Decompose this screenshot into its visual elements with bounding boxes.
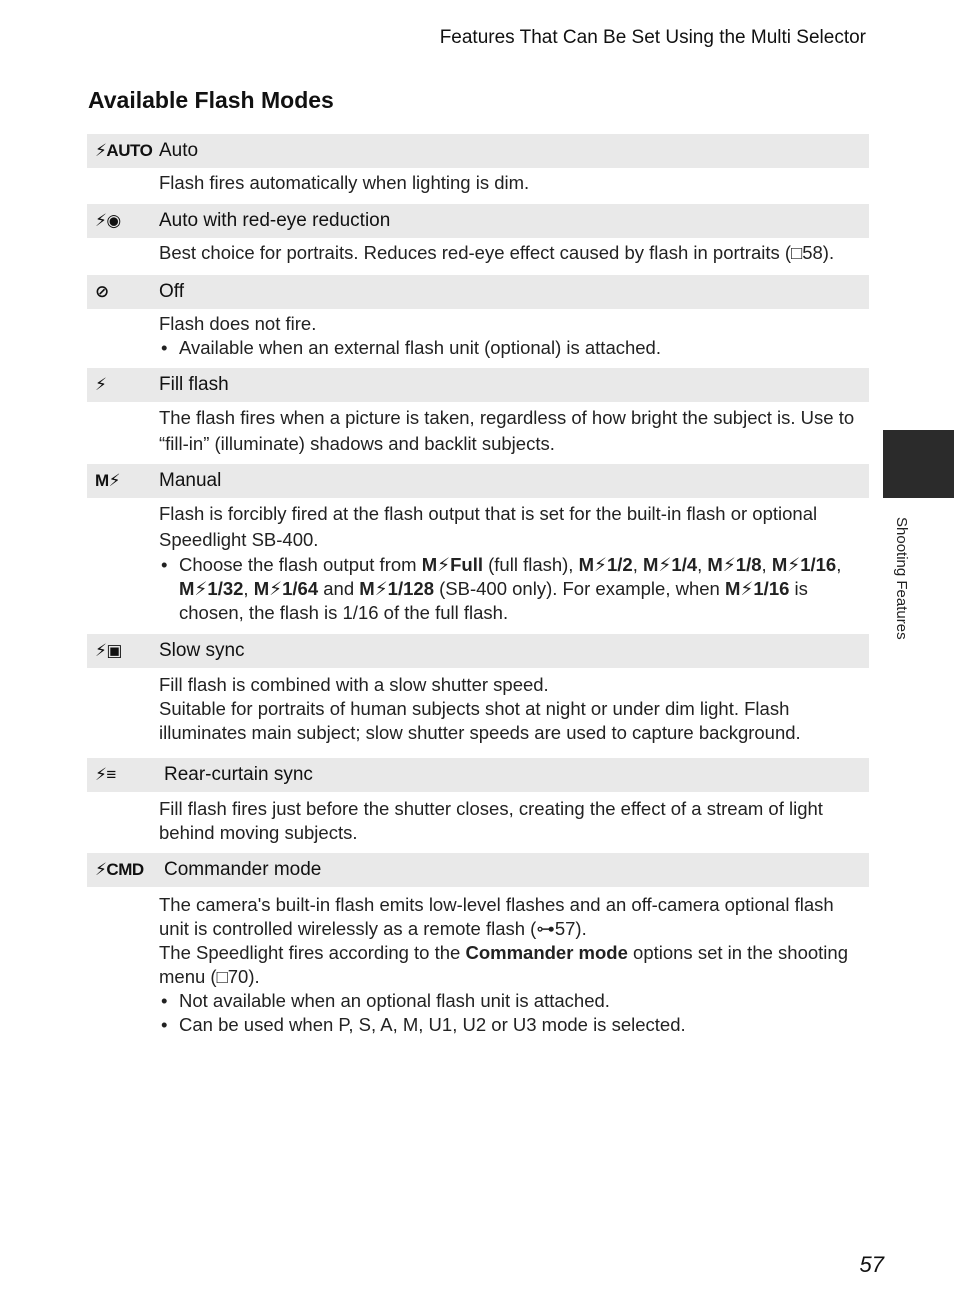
bullet-item: • Choose the flash output from M⚡Full (full flash), M⚡1/2, M⚡1/4, M⚡1/8, M⚡1/16, M⚡1/32, M⚡1/64 and M⚡1/128 (SB-400 only). For example, when M⚡1/16 is chosen, the flash is 1/16 of the full flash. [159, 553, 859, 625]
mode-row-off [87, 275, 869, 309]
mode-row-auto [87, 134, 869, 168]
mode-description [87, 168, 869, 204]
description-text: Fill flash fires just before the shutter closes, creating the effect of a stream of light behind moving subjects. [159, 798, 823, 843]
bullet-item: • Not available when an optional flash unit is attached. [159, 989, 859, 1013]
section-title: Available Flash Modes [88, 87, 334, 113]
mode-label: Fill flash [159, 374, 229, 395]
mode-label: Commander mode [164, 859, 322, 880]
mode-label: Off [159, 281, 184, 302]
manual-flash-icon: M⚡ [95, 471, 121, 490]
fill-flash-icon: ⚡ [95, 375, 107, 394]
rear-curtain-icon: ⚡≡ [95, 765, 116, 784]
flash-modes-table [87, 134, 869, 1045]
description-text: Flash fires automatically when lighting is dim. [159, 172, 530, 193]
description-text: Flash is forcibly fired at the flash output that is set for the built-in flash or optional Speedlight SB-400. [159, 503, 818, 550]
mode-row-fill-flash [87, 368, 869, 402]
mode-row-rear-curtain [87, 758, 869, 792]
running-header: Features That Can Be Set Using the Multi Selector [439, 27, 866, 48]
mode-description [87, 887, 869, 1045]
slow-sync-icon: ⚡▣ [95, 641, 122, 660]
description-text: The camera's built-in flash emits low-level flashes and an off-camera optional flash unit is controlled wirelessly as a remote flash (⊶57). [159, 894, 834, 939]
description-text: Fill flash is combined with a slow shutter speed. [159, 674, 549, 695]
page-number: 57 [859, 1252, 884, 1277]
bullet-item: • Can be used when P, S, A, M, U1, U2 or U3 mode is selected. [159, 1013, 859, 1037]
description-text: The flash fires when a picture is taken, regardless of how bright the subject is. Use to “fill-in” (illuminate) shadows and backlit subjects. [159, 407, 855, 454]
mode-row-manual [87, 464, 869, 498]
commander-flash-icon: ⚡CMD [95, 860, 144, 879]
mode-description [87, 309, 869, 368]
flash-off-icon: ⊘ [95, 282, 109, 301]
mode-description [87, 498, 869, 634]
mode-label: Manual [159, 470, 222, 491]
description-text: The Speedlight fires according to the Commander mode options set in the shooting menu (□70). [159, 942, 848, 987]
mode-row-commander [87, 853, 869, 887]
flash-auto-icon: ⚡AUTO [95, 141, 153, 160]
section-thumb-tab [883, 430, 954, 498]
description-text: Best choice for portraits. Reduces red-eye effect caused by flash in portraits (□58). [159, 242, 835, 263]
mode-description [87, 668, 869, 758]
mode-label: Slow sync [159, 640, 245, 661]
red-eye-flash-icon: ⚡◉ [95, 211, 121, 230]
mode-label: Auto [159, 140, 199, 161]
description-text: Suitable for portraits of human subjects shot at night or under dim light. Flash illuminates main subject; slow shutter speeds are used to capture background. [159, 698, 801, 743]
mode-description [87, 238, 869, 275]
bullet-item: • Available when an external flash unit (optional) is attached. [159, 336, 859, 360]
mode-label: Rear-curtain sync [164, 764, 313, 785]
mode-row-slow-sync [87, 634, 869, 668]
side-section-label: Shooting Features [893, 517, 910, 640]
mode-description [87, 792, 869, 853]
description-text: Flash does not fire. [159, 313, 317, 334]
mode-row-red-eye [87, 204, 869, 238]
mode-label: Auto with red-eye reduction [159, 210, 391, 231]
mode-description [87, 402, 869, 464]
